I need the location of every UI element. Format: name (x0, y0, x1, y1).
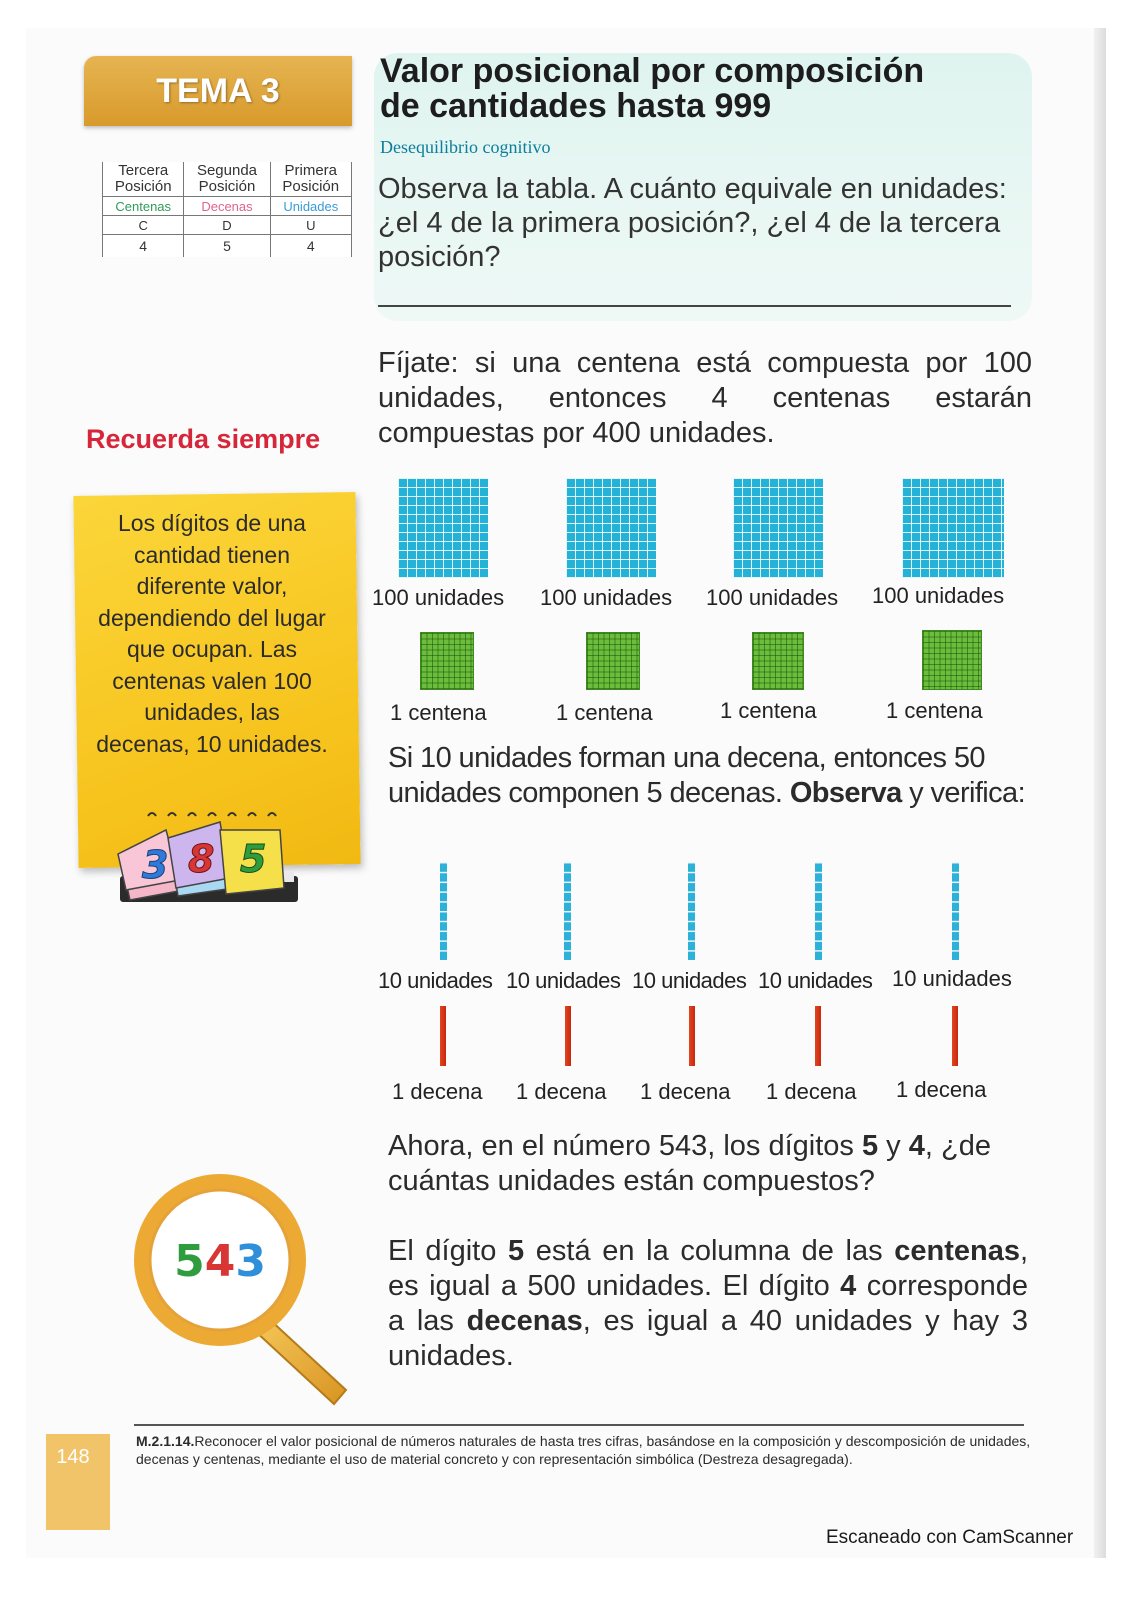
decena-rod (815, 1006, 821, 1066)
section-subtitle: Desequilibrio cognitivo (380, 137, 551, 157)
ten-rod (815, 862, 822, 960)
digito-explanation: El dígito 5 está en la columna de las centenas, es igual a 500 unidades. El dígito 4 corresponde a las decenas, es igual a 40 unidades y hay 3 unidades. (388, 1235, 1029, 1372)
centena-label: 1 centena (720, 698, 817, 723)
tema-tab (84, 56, 352, 126)
textbook-page (26, 28, 1106, 1558)
place-value-table (102, 162, 352, 257)
magnifier-digit: 5 (174, 1236, 205, 1287)
spiral-rings (148, 813, 276, 816)
ten-units-label: 10 unidades (892, 966, 1012, 991)
decenas-intro-paragraph: Si 10 unidades forman una decena, entonces 50 unidades componen 5 decenas. Observa y verifica: (388, 742, 1026, 809)
footer-rule (134, 1424, 1024, 1426)
table-place-name: Decenas (184, 197, 270, 216)
fijate-paragraph: Fíjate: si una centena está compuesta por 100 unidades, entonces 4 centenas estarán compuestas por 400 unidades. (378, 347, 1032, 449)
decena-rod (952, 1006, 958, 1066)
ten-rod (564, 862, 571, 960)
magnifier-digit: 4 (204, 1236, 236, 1287)
centena-block (922, 630, 982, 690)
decena-label: 1 decena (896, 1077, 987, 1102)
tema-label: TEMA 3 (156, 72, 280, 110)
flip-number-illustration (108, 808, 308, 918)
flip-digit-3: 5 (240, 837, 267, 881)
page-number: 148 (56, 1446, 90, 1468)
centena-block (586, 632, 640, 690)
hundred-grid-block (398, 478, 488, 578)
question-text: Observa la tabla. A cuánto equivale en unidades: ¿el 4 de la primera posición?, ¿el 4 de la tercera posición? (378, 173, 1007, 273)
answer-line (378, 305, 1011, 307)
ten-rod (952, 862, 959, 960)
centena-block (420, 632, 474, 690)
title-line-2: de cantidades hasta 999 (380, 87, 772, 125)
flip-digit-1: 3 (142, 843, 169, 887)
ten-units-label: 10 unidades (758, 968, 873, 993)
hundred-units-label: 100 unidades (540, 585, 673, 610)
title-line-1: Valor posicional por composición (380, 52, 925, 90)
hundred-grid-block (902, 478, 1004, 578)
magnifier-543-illustration (128, 1168, 358, 1408)
table-place-name: Centenas (103, 197, 184, 216)
table-header-cell: Tercera Posición (103, 162, 184, 197)
hundred-grid-block (566, 478, 656, 578)
centena-label: 1 centena (886, 698, 983, 723)
hundred-grid-block (733, 478, 823, 578)
decena-label: 1 decena (516, 1079, 607, 1104)
decena-label: 1 decena (392, 1079, 483, 1104)
table-header-cell: Segunda Posición (184, 162, 270, 197)
ten-units-label: 10 unidades (632, 968, 747, 993)
table-digit: 4 (270, 235, 351, 257)
decena-rod (565, 1006, 571, 1066)
curriculum-footnote: M.2.1.14.Reconocer el valor posicional de números naturales de hasta tres cifras, basándose en la composición y descomposición de unidades, decenas y centenas, mediante el uso de material concreto y con representación simbólica (Destreza desagregada). (136, 1433, 1031, 1467)
flip-digit-2: 8 (188, 837, 215, 881)
magnifier-number (174, 1236, 266, 1287)
hundred-units-label: 100 unidades (372, 585, 505, 610)
centena-label: 1 centena (556, 700, 653, 725)
ten-rod (440, 862, 447, 960)
table-letter: C (103, 216, 184, 235)
table-digit: 4 (103, 235, 184, 257)
magnifier-digit: 3 (235, 1236, 266, 1287)
centena-block (752, 632, 804, 690)
scanner-watermark: Escaneado con CamScanner (826, 1527, 1074, 1548)
centena-label: 1 centena (390, 700, 487, 725)
table-header-cell: Primera Posición (270, 162, 351, 197)
table-letter: D (184, 216, 270, 235)
decena-label: 1 decena (766, 1079, 857, 1104)
recuerda-heading: Recuerda siempre (86, 424, 321, 454)
page-title (380, 54, 1020, 124)
table-place-name: Unidades (270, 197, 351, 216)
decena-rod (689, 1006, 695, 1066)
ten-units-label: 10 unidades (378, 968, 493, 993)
decena-label: 1 decena (640, 1079, 731, 1104)
ten-rod (688, 862, 695, 960)
table-letter: U (270, 216, 351, 235)
ten-units-label: 10 unidades (506, 968, 621, 993)
page-spine-shadow (1094, 28, 1106, 1558)
sticky-note-text: Los dígitos de una cantidad tienen diferente valor, dependiendo del lugar que ocupan. Las centenas valen 100 unidades, las decenas, 10 unidades. (96, 510, 328, 757)
hundred-units-label: 100 unidades (872, 583, 1005, 608)
hundred-units-label: 100 unidades (706, 585, 839, 610)
decena-rod (440, 1006, 446, 1066)
ahora-question: Ahora, en el número 543, los dígitos 5 y 4, ¿de cuántas unidades están compuestos? (388, 1130, 991, 1197)
table-digit: 5 (184, 235, 270, 257)
